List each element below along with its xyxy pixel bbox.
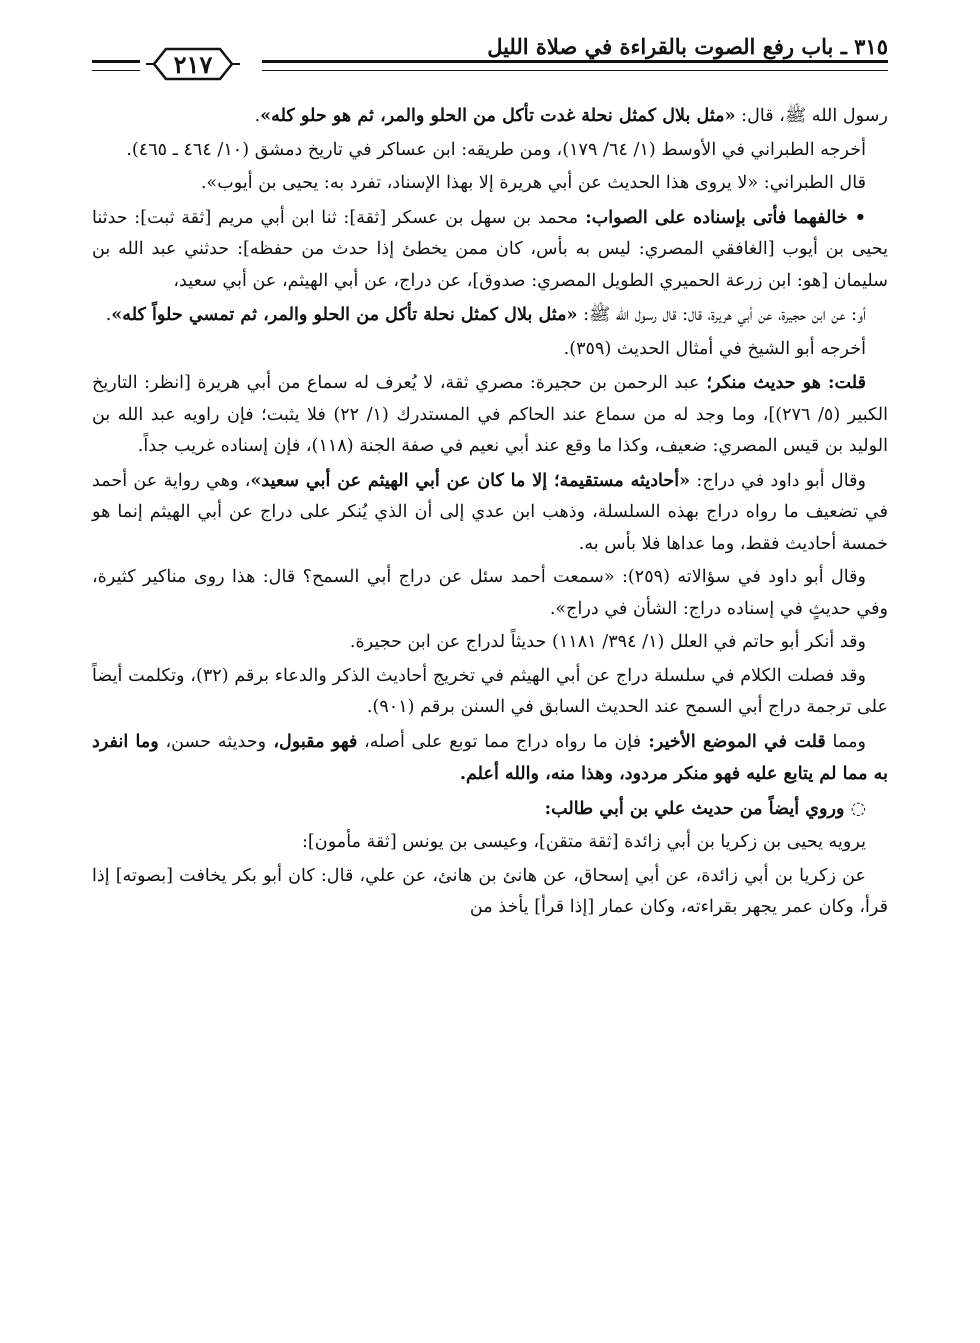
paragraph (92, 861, 888, 924)
paragraph (92, 334, 888, 366)
text-segment: ، وهي رواية عن أحمد في تضعيف ما رواه دراج بهذه السلسلة، وذهب ابن عدي إلى أن الذي يُنكر على دراج عن أبي الهيثم إنما هو خمسة أحاديث فقط، وما عداها فلا بأس به. (92, 470, 888, 554)
bold-text-segment: «مثل بلال كمثل نحلة تأكل من الحلو والمر، ثم تمسي حلواً كله» (111, 304, 578, 325)
paragraph (92, 202, 888, 298)
paragraph (92, 100, 888, 133)
text-segment: عبد الرحمن بن حجيرة: مصري ثقة، لا يُعرف له سماع من أبي هريرة [انظر: التاريخ الكبير (٥/ ٢٧٦)]، وما وجد له من سماع عند الحاكم في المستدرك (١/ ٢٢) فلا يثبت؛ فإن راويه عبد الله بن الوليد بن قيس المصري: ضعيف، وكذا ما وقع عند أبي نعيم في صفة الجنة (١١٨)، فإن إسناده غريب جداً. (92, 373, 888, 456)
paragraph (92, 367, 888, 463)
text-segment: وقد فصلت الكلام في سلسلة دراج عن أبي الهيثم في تخريج أحاديث الذكر والدعاء برقم (٣٢)، وتكلمت أيضاً على ترجمة دراج أبي السمح عند الحديث السابق في السنن برقم (٩٠١). (92, 665, 888, 717)
paragraph (92, 168, 888, 200)
text-segment: وقال أبو داود في سؤالاته (٢٥٩): «سمعت أحمد سئل عن دراج أبي السمح؟ قال: هذا روى مناكير كثيرة، وفي حديثٍ في إسناده دراج: الشأن في دراج». (92, 567, 888, 619)
paragraph (92, 827, 888, 859)
text-segment: فإن ما رواه دراج مما توبع على أصله، (357, 731, 642, 752)
paragraph (92, 465, 888, 561)
text-segment: وحديثه حسن، (158, 731, 267, 752)
paragraph (92, 299, 888, 332)
bold-text-segment: فهو مقبول، (266, 730, 358, 752)
bold-text-segment: وما انفرد به مما لم يتابع عليه فهو منكر مردود، وهذا منه، والله أعلم. (92, 730, 888, 784)
bold-text-segment: «مثل بلال كمثل نحلة غدت تأكل من الحلو والمر، ثم هو حلو كله» (260, 105, 736, 126)
bold-text-segment: «أحاديثه مستقيمة؛ إلا ما كان عن أبي الهيثم عن أبي سعيد» (250, 469, 691, 491)
page-number: ٢١٧ (173, 50, 213, 79)
text-segment: محمد بن سهل بن عسكر [ثقة]: ثنا ابن أبي مريم [ثقة ثبت]: حدثنا يحيى بن أيوب [الغافقي المصري: ليس به بأس، كان ممن يخطئ إذا حدث من حفظه]: حدثني عبد الله بن سليمان [هو: ابن زرعة الحميري الطويل المصري: صدوق]، عن دراج، عن أبي الهيثم، عن أبي سعيد، (92, 207, 888, 291)
bold-text-segment: ◌ وروي أيضاً من حديث علي بن أبي طالب: (544, 797, 866, 819)
bold-text-segment: قلت في الموضع الأخير: (641, 730, 826, 752)
text-segment: وقد أنكر أبو حاتم في العلل (١/ ٣٩٤/ ١١٨١) حديثاً لدراج عن ابن حجيرة. (349, 632, 866, 652)
paragraph (92, 627, 888, 659)
text-segment: يرويه يحيى بن زكريا بن أبي زائدة [ثقة متقن]، وعيسى بن يونس [ثقة مأمون]: (302, 832, 866, 852)
running-head: ٣١٥ ـ باب رفع الصوت بالقراءة في صلاة الليل (487, 34, 888, 59)
paragraph (92, 135, 888, 167)
text-segment: قال الطبراني: «لا يروى هذا الحديث عن أبي هريرة إلا بهذا الإسناد، تفرد به: يحيى بن أيوب». (200, 173, 866, 193)
text-segment: أخرجه أبو الشيخ في أمثال الحديث (٣٥٩). (563, 338, 866, 359)
text-segment: أخرجه الطبراني في الأوسط (١/ ٦٤/ ١٧٩)، ومن طريقه: ابن عساكر في تاريخ دمشق (١٠/ ٤٦٤ ـ ٤٦٥). (126, 139, 866, 160)
text-segment: ومما (825, 731, 867, 752)
body-text (92, 100, 888, 926)
text-segment: رسول الله ﷺ، قال: (735, 106, 888, 126)
page-header (92, 34, 888, 84)
bold-text-segment: قلت: هو حديث منكر؛ (699, 372, 867, 393)
text-segment: . (105, 305, 112, 325)
text-segment: وقال أبو داود في دراج: (690, 470, 866, 491)
paragraph (92, 793, 888, 826)
header-left-rule (92, 60, 140, 71)
text-segment: . (254, 106, 261, 126)
bold-text-segment: • خالفهما فأتى بإسناده على الصواب: (578, 206, 866, 228)
paragraph (92, 562, 888, 625)
paragraph (92, 726, 888, 791)
text-segment: أو: عن ابن حجيرة، عن أبي هريرة، قال: قال رسول الله ﷺ: (577, 305, 866, 325)
text-segment: عن زكريا بن أبي زائدة، عن أبي إسحاق، عن هانئ بن هانئ، عن علي، قال: كان أبو بكر يخافت [بصوته] إذا قرأ، وكان عمر يجهر بقراءته، وكان عمار [إذا قرأ] يأخذ من (92, 865, 888, 917)
paragraph (92, 661, 888, 724)
page-number-ornament (144, 44, 242, 84)
header-double-rule (262, 60, 888, 71)
